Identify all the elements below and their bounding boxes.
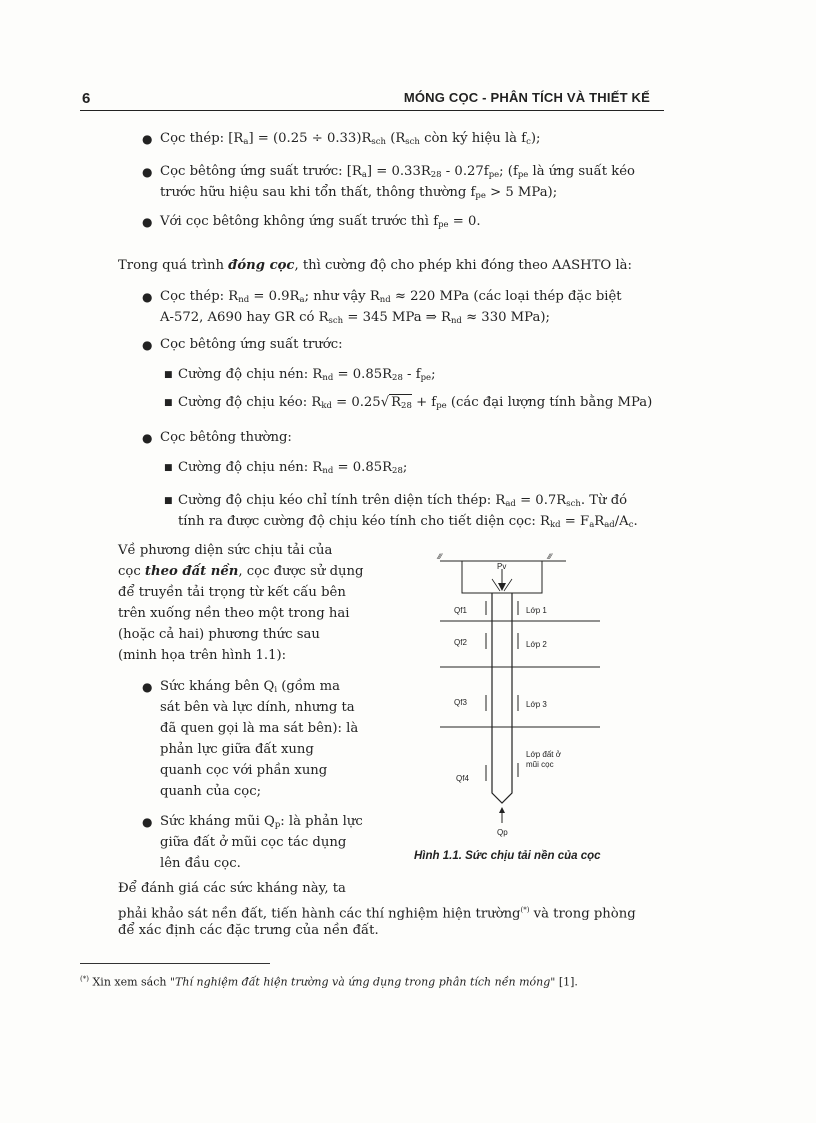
bullet: ● xyxy=(142,132,153,146)
footnote-rule xyxy=(80,963,270,964)
soil-para-line6: (minh họa trên hình 1.1): xyxy=(118,648,287,663)
ground-hatch-left: ⁄⁄⁄ xyxy=(438,553,442,561)
prestressed-allowable-line2: trước hữu hiệu sau khi tổn thất, thông thường $f_{pe} > 5$ MPa); xyxy=(160,185,558,201)
side-friction-label-4: Qf4 xyxy=(456,774,469,783)
side-friction-label-2: Qf2 xyxy=(454,638,467,647)
square-bullet: ■ xyxy=(164,463,173,473)
side-friction-label-3: Qf3 xyxy=(454,698,467,707)
soil-para-line5: (hoặc cả hai) phương thức sau xyxy=(118,627,320,642)
square-bullet: ■ xyxy=(164,398,173,408)
page-number: 6 xyxy=(82,90,91,107)
tip-layer-label-line2: mũi cọc xyxy=(526,760,554,769)
square-bullet: ■ xyxy=(164,370,173,380)
side-resistance-line2: sát bên và lực dính, nhưng ta xyxy=(160,700,355,715)
bullet: ● xyxy=(142,165,153,179)
soil-para-line4: trên xuống nền theo một trong hai xyxy=(118,606,350,621)
driving-prestressed-title: Cọc bêtông ứng suất trước: xyxy=(160,337,343,352)
ordinary-compression: Cường độ chịu nén: $R_{nd} = 0.85R_{28}$; xyxy=(178,460,408,476)
side-resistance-line1: Sức kháng bên $Q_i$ (gồm ma xyxy=(160,679,340,695)
soil-para-line1: Về phương diện sức chịu tải của xyxy=(118,543,333,558)
pile-diagram xyxy=(420,545,620,845)
tip-resistance-line3: lên đầu cọc. xyxy=(160,856,241,871)
tip-resistance-line2: giữa đất ở mũi cọc tác dụng xyxy=(160,835,347,850)
square-bullet: ■ xyxy=(164,496,173,506)
side-resistance-line5: quanh cọc với phần xung xyxy=(160,763,328,778)
tip-resistance-line1: Sức kháng mũi $Q_p$: là phản lực xyxy=(160,814,363,830)
driving-steel-line2: A-572, A690 hay GR có $R_{sch} = 345$ MPa ⇒ $R_{nd} \approx 330$ MPa); xyxy=(160,310,550,326)
load-label: Pv xyxy=(497,562,507,571)
driving-intro: Trong quá trình đóng cọc, thì cường độ cho phép khi đóng theo AASHTO là: xyxy=(118,258,632,273)
side-resistance-line4: phản lực giữa đất xung xyxy=(160,742,314,757)
driving-steel-line1: Cọc thép: $R_{nd} = 0.9R_a$; như vậy $R_{nd} \approx 220$ MPa (các loại thép đặc biệt xyxy=(160,289,622,305)
side-friction-label-1: Qf1 xyxy=(454,606,467,615)
tip-arrow-head xyxy=(499,807,505,813)
figure-caption: Hình 1.1. Sức chịu tải nền của cọc xyxy=(414,850,601,862)
driving-ordinary-title: Cọc bêtông thường: xyxy=(160,430,292,445)
ordinary-tension-line2: tính ra được cường độ chịu kéo tính cho tiết diện cọc: $R_{kd} = F_aR_{ad}/A_c$. xyxy=(178,514,638,530)
ordinary-tension-line1: Cường độ chịu kéo chỉ tính trên diện tích thép: $R_{ad} = 0.7R_{sch}$. Từ đó xyxy=(178,493,628,509)
ground-hatch-right: ⁄⁄⁄ xyxy=(548,553,552,561)
side-resistance-line6: quanh của cọc; xyxy=(160,784,262,799)
running-title: MÓNG CỌC - PHÂN TÍCH VÀ THIẾT KẾ xyxy=(403,90,650,105)
header-rule xyxy=(80,110,664,111)
steel-allowable: Cọc thép: $[R_a] = (0.25 \div 0.33)R_{sch}$ ($R_{sch}$ còn ký hiệu là $f_c$); xyxy=(160,131,541,147)
prestressed-tension: Cường độ chịu kéo: $R_{kd} = 0.25√$ $R_{28} + f_{pe}$ (các đại lượng tính bằng MPa) xyxy=(178,395,653,411)
bullet: ● xyxy=(142,431,153,445)
layer-2-label: Lớp 2 xyxy=(526,640,547,649)
closing-line1: Để đánh giá các sức kháng này, ta xyxy=(118,881,346,896)
prestressed-compression: Cường độ chịu nén: $R_{nd} = 0.85R_{28} - f_{pe}$; xyxy=(178,367,436,383)
prestressed-allowable-line1: Cọc bêtông ứng suất trước: $[R_a] = 0.33R_{28} - 0.27f_{pe}$; ($f_{pe}$ là ứng suất kéo xyxy=(160,164,635,180)
layer-1-label: Lớp 1 xyxy=(526,606,547,615)
soil-para-line2: cọc theo đất nền, cọc được sử dụng xyxy=(118,564,364,579)
layer-3-label: Lớp 3 xyxy=(526,700,547,709)
closing-line2: phải khảo sát nền đất, tiến hành các thí nghiệm hiện trường(*) và trong phòng xyxy=(118,906,636,922)
tip-layer-label-line1: Lớp đất ở xyxy=(526,750,561,759)
bullet: ● xyxy=(142,680,153,694)
footnote: (*) Xin xem sách "Thí nghiệm đất hiện trường và ứng dụng trong phân tích nền móng" [1]. xyxy=(80,975,578,989)
tip-resistance-label: Qp xyxy=(497,828,508,837)
soil-para-line3: để truyền tải trọng từ kết cấu bên xyxy=(118,585,346,600)
bullet: ● xyxy=(142,215,153,229)
bullet: ● xyxy=(142,338,153,352)
closing-line3: để xác định các đặc trưng của nền đất. xyxy=(118,923,379,938)
bullet: ● xyxy=(142,290,153,304)
bullet: ● xyxy=(142,815,153,829)
non-prestressed-allowable: Với cọc bêtông không ứng suất trước thì $f_{pe} = 0$. xyxy=(160,214,481,230)
load-arrow-left xyxy=(492,579,500,591)
load-arrow-right xyxy=(504,579,512,591)
pile-shaft xyxy=(492,593,512,803)
side-resistance-line3: đã quen gọi là ma sát bên): là xyxy=(160,721,359,736)
